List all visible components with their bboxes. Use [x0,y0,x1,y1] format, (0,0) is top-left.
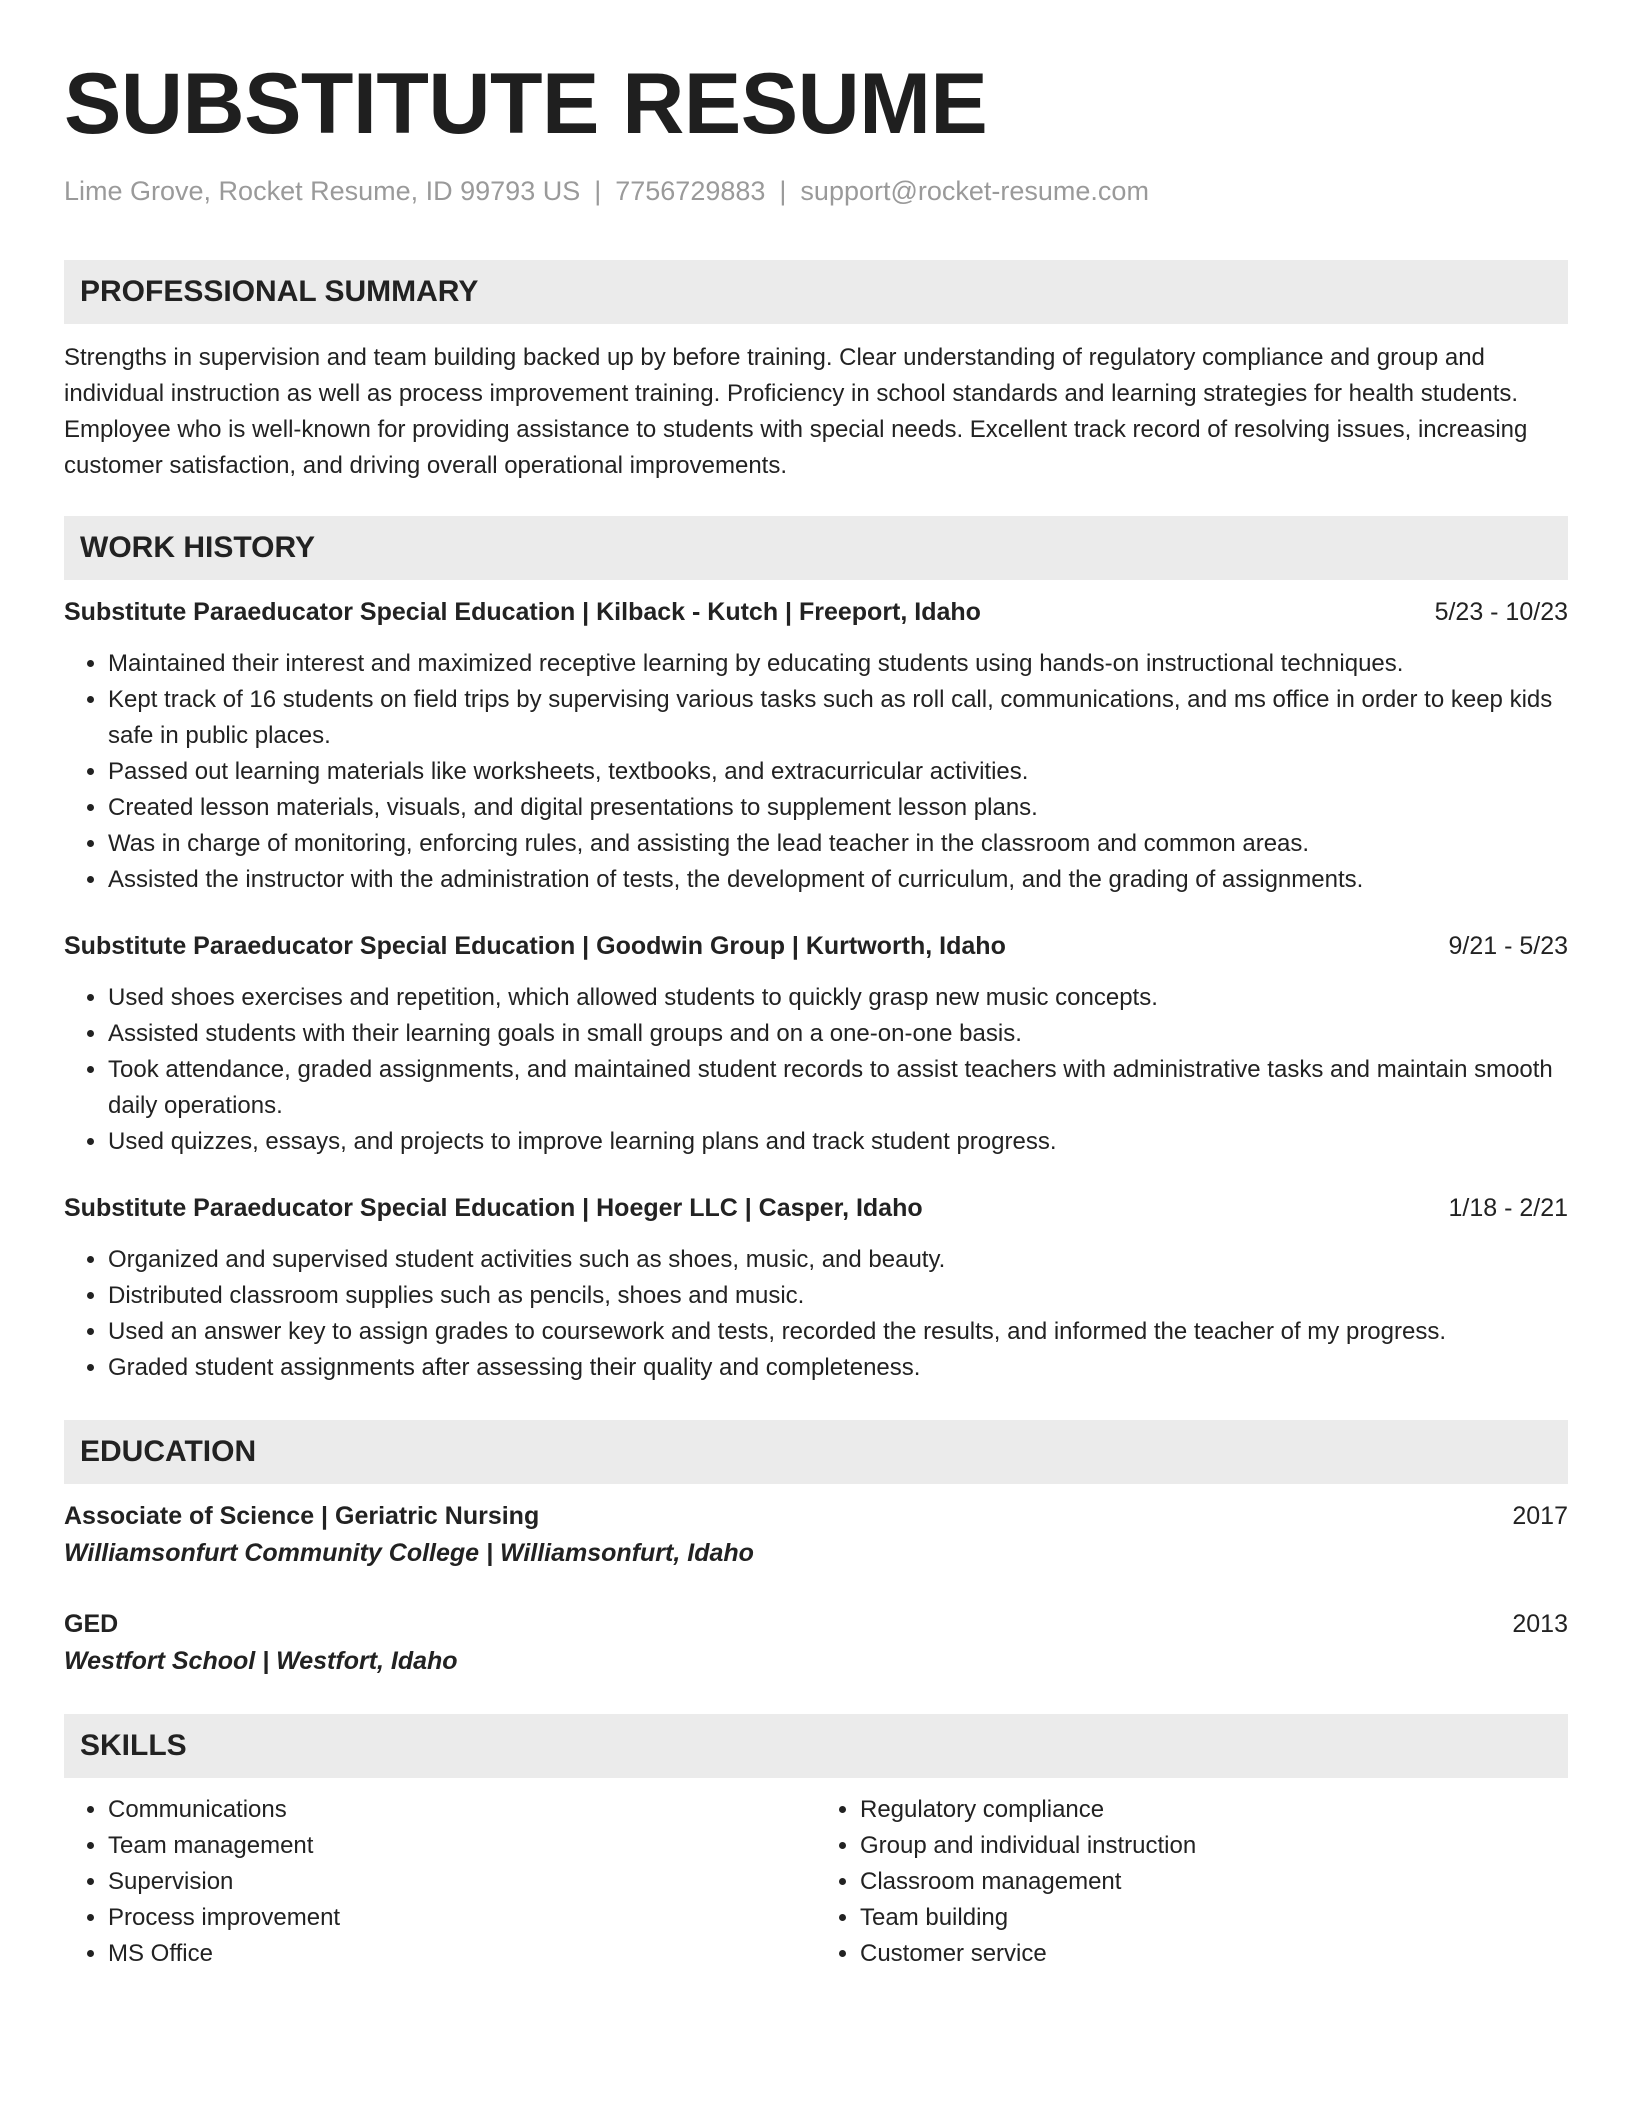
job-bullet: • Took attendance, graded assignments, and maintained student records to assist teachers with administrative tasks and maintain smooth daily operations. [108,1052,1568,1124]
education-header [64,1498,1568,1534]
skills-column-right [816,1792,1568,1972]
job-title: Substitute Paraeducator Special Education | Hoeger LLC | Casper, Idaho [64,1194,923,1222]
job-dates: 1/18 - 2/21 [1448,1194,1568,1222]
job-header [64,928,1568,964]
skills-column-left [64,1792,816,1972]
job-bullet: • Used an answer key to assign grades to coursework and tests, recorded the results, and informed the teacher of my progress. [108,1314,1568,1350]
education-year: 2017 [1512,1502,1568,1530]
summary-text: Strengths in supervision and team building backed up by before training. Clear understanding of regulatory compliance and group and individual instruction as well as process improvement training. Proficiency in school standards and learning strategies for health students. Employee who is well-known for providing assistance to students with special needs. Excellent track record of resolving issues, increasing customer satisfaction, and driving overall operational improvements. [64,344,1528,479]
job-bullet: • Used quizzes, essays, and projects to improve learning plans and track student progress. [108,1124,1568,1160]
job-header [64,1190,1568,1226]
job-bullets [64,646,1568,898]
education-heading: EDUCATION [64,1420,1568,1484]
contact-email: support@rocket-resume.com [800,176,1149,206]
skill-item: • Team management [108,1828,816,1864]
job-title: Substitute Paraeducator Special Education | Goodwin Group | Kurtworth, Idaho [64,932,1006,960]
job-bullets [64,980,1568,1160]
job-entry [64,1190,1568,1386]
education-degree: GED [64,1610,119,1638]
job-bullet: • Created lesson materials, visuals, and digital presentations to supplement lesson plans. [108,790,1568,826]
work-history-heading: WORK HISTORY [64,516,1568,580]
skill-item: • Team building [860,1900,1568,1936]
job-bullet: • Used shoes exercises and repetition, which allowed students to quickly grasp new music concepts. [108,980,1568,1016]
skill-item: • Process improvement [108,1900,816,1936]
job-header [64,594,1568,630]
job-bullet: • Maintained their interest and maximized receptive learning by educating students using hands-on instructional techniques. [108,646,1568,682]
job-entry [64,928,1568,1160]
contact-phone: 7756729883 [615,176,766,206]
work-history-section [64,516,1568,1386]
contact-line [64,174,1568,208]
summary-heading: PROFESSIONAL SUMMARY [64,260,1568,324]
education-year: 2013 [1512,1610,1568,1638]
job-bullet: • Passed out learning materials like worksheets, textbooks, and extracurricular activities. [108,754,1568,790]
job-bullet: • Kept track of 16 students on field trips by supervising various tasks such as roll call, communications, and ms office in order to keep kids safe in public places. [108,682,1568,754]
education-degree: Associate of Science | Geriatric Nursing [64,1502,540,1530]
education-school: Williamsonfurt Community College | Williamsonfurt, Idaho [64,1539,754,1567]
skills-section [64,1714,1568,1972]
education-section [64,1420,1568,1680]
job-dates: 5/23 - 10/23 [1434,598,1568,626]
contact-address: Lime Grove, Rocket Resume, ID 99793 US [64,176,581,206]
education-entry [64,1498,1568,1572]
skill-item: • Customer service [860,1936,1568,1972]
job-bullets [64,1242,1568,1386]
contact-separator: | [594,176,602,206]
contact-separator: | [779,176,787,206]
skill-item: • MS Office [108,1936,816,1972]
resume-title: SUBSTITUTE RESUME [64,56,988,152]
job-bullet: • Organized and supervised student activities such as shoes, music, and beauty. [108,1242,1568,1278]
skill-item: • Group and individual instruction [860,1828,1568,1864]
education-entry [64,1606,1568,1680]
education-header [64,1606,1568,1642]
skill-item: • Communications [108,1792,816,1828]
skills-heading: SKILLS [64,1714,1568,1778]
job-bullet: • Assisted the instructor with the administration of tests, the development of curriculum, and the grading of assignments. [108,862,1568,898]
job-dates: 9/21 - 5/23 [1448,932,1568,960]
job-bullet: • Assisted students with their learning goals in small groups and on a one-on-one basis. [108,1016,1568,1052]
job-bullet: • Was in charge of monitoring, enforcing rules, and assisting the lead teacher in the classroom and common areas. [108,826,1568,862]
summary-section [64,260,1568,484]
education-school: Westfort School | Westfort, Idaho [64,1647,458,1675]
skill-item: • Classroom management [860,1864,1568,1900]
job-bullet: • Graded student assignments after assessing their quality and completeness. [108,1350,1568,1386]
job-bullet: • Distributed classroom supplies such as pencils, shoes and music. [108,1278,1568,1314]
skills-grid [64,1792,1568,1972]
job-title: Substitute Paraeducator Special Education | Kilback - Kutch | Freeport, Idaho [64,598,981,626]
job-entry [64,594,1568,898]
skill-item: • Supervision [108,1864,816,1900]
skill-item: • Regulatory compliance [860,1792,1568,1828]
